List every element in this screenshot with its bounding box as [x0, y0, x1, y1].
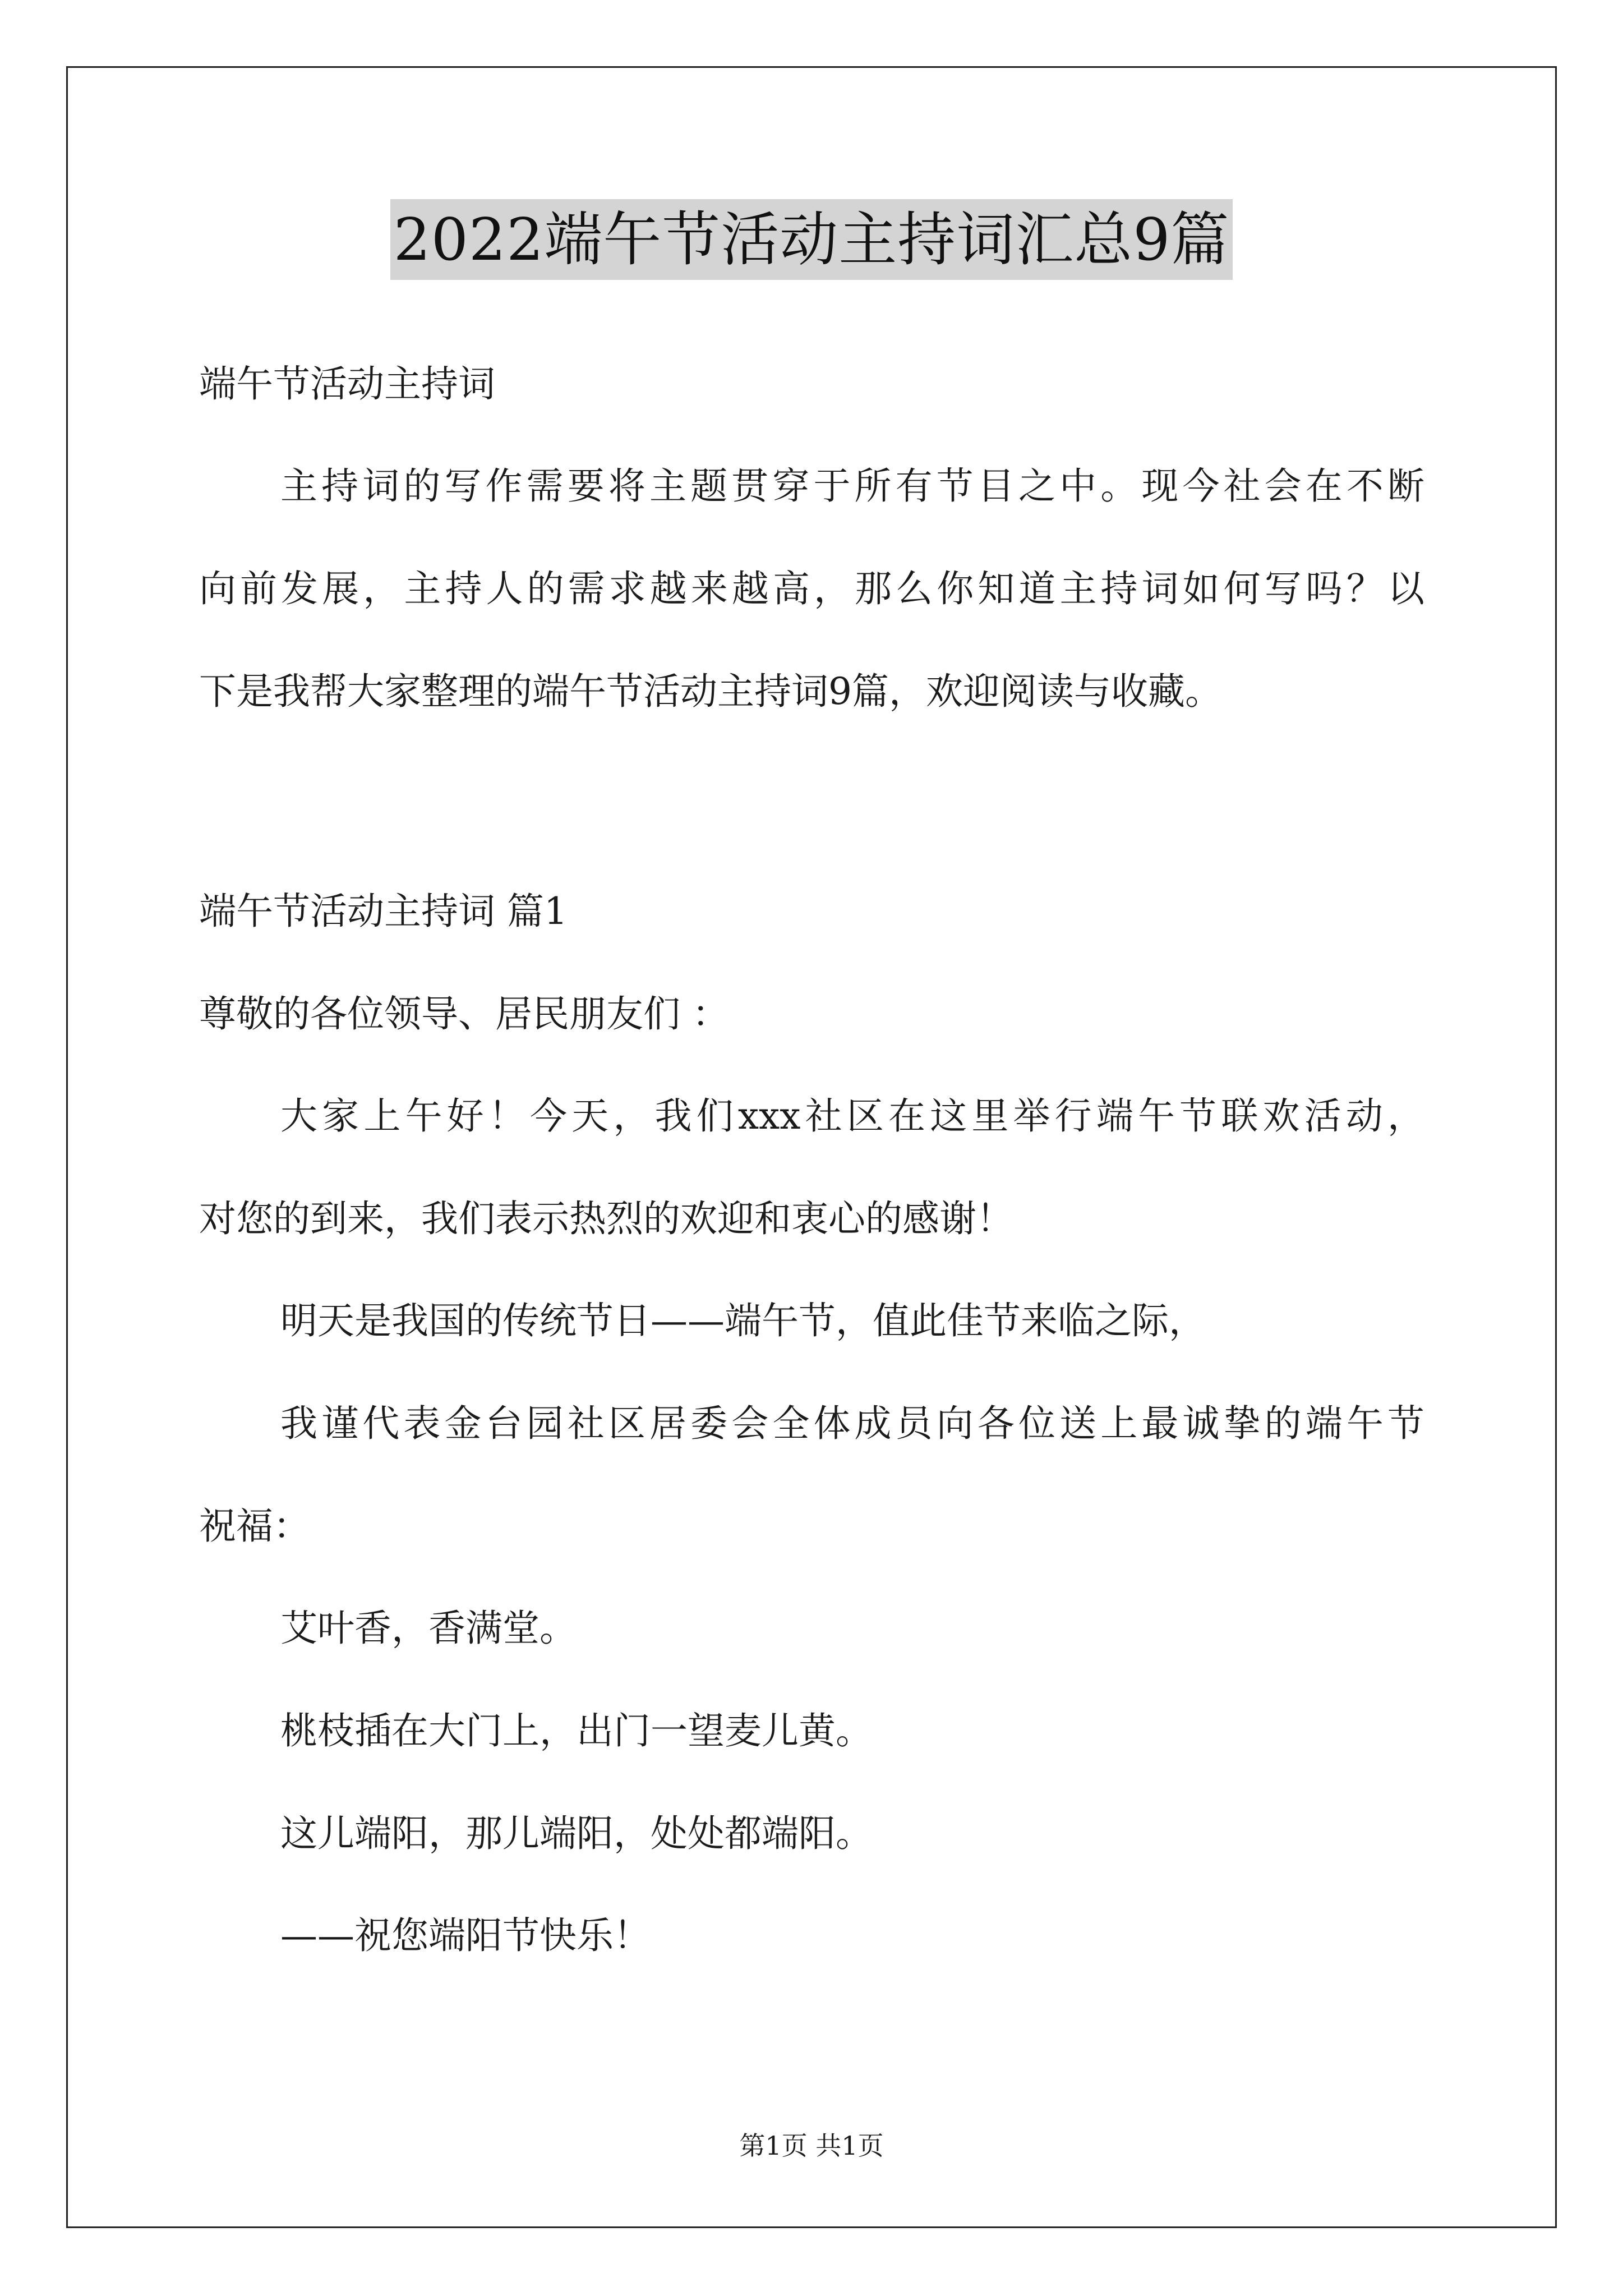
- paragraph-line: 明天是我国的传统节日——端午节，值此佳节来临之际，: [280, 1299, 1206, 1342]
- document-title: 2022端午节活动主持词汇总9篇: [390, 199, 1233, 280]
- paragraph-line: 祝福：: [199, 1504, 310, 1548]
- paragraph-line: 大家上午好！今天，我们xxx社区在这里举行端午节联欢活动，: [280, 1094, 1424, 1138]
- section-heading: 端午节活动主持词 篇1: [199, 890, 568, 933]
- paragraph-line: 下是我帮大家整理的端午节活动主持词9篇，欢迎阅读与收藏。: [199, 670, 1222, 713]
- title-container: [0, 199, 1623, 280]
- page-footer: 第1页 共1页: [739, 2131, 884, 2161]
- verse-line: ——祝您端阳节快乐！: [280, 1914, 651, 1957]
- paragraph-line: 我谨代表金台园社区居委会全体成员向各位送上最诚挚的端午节: [280, 1402, 1424, 1445]
- section-heading: 端午节活动主持词: [199, 362, 495, 406]
- paragraph-line: 主持词的写作需要将主题贯穿于所有节目之中。现今社会在不断: [280, 464, 1424, 508]
- salutation-line: 尊敬的各位领导、居民朋友们 ：: [199, 992, 729, 1036]
- paragraph-line: 向前发展，主持人的需求越来越高，那么你知道主持词如何写吗？以: [199, 567, 1424, 610]
- paragraph-line: 对您的到来，我们表示热烈的欢迎和衷心的感谢！: [199, 1197, 1013, 1240]
- verse-line: 这儿端阳，那儿端阳，处处都端阳。: [280, 1812, 873, 1855]
- verse-line: 艾叶香，香满堂。: [280, 1607, 577, 1650]
- verse-line: 桃枝插在大门上，出门一望麦儿黄。: [280, 1709, 873, 1752]
